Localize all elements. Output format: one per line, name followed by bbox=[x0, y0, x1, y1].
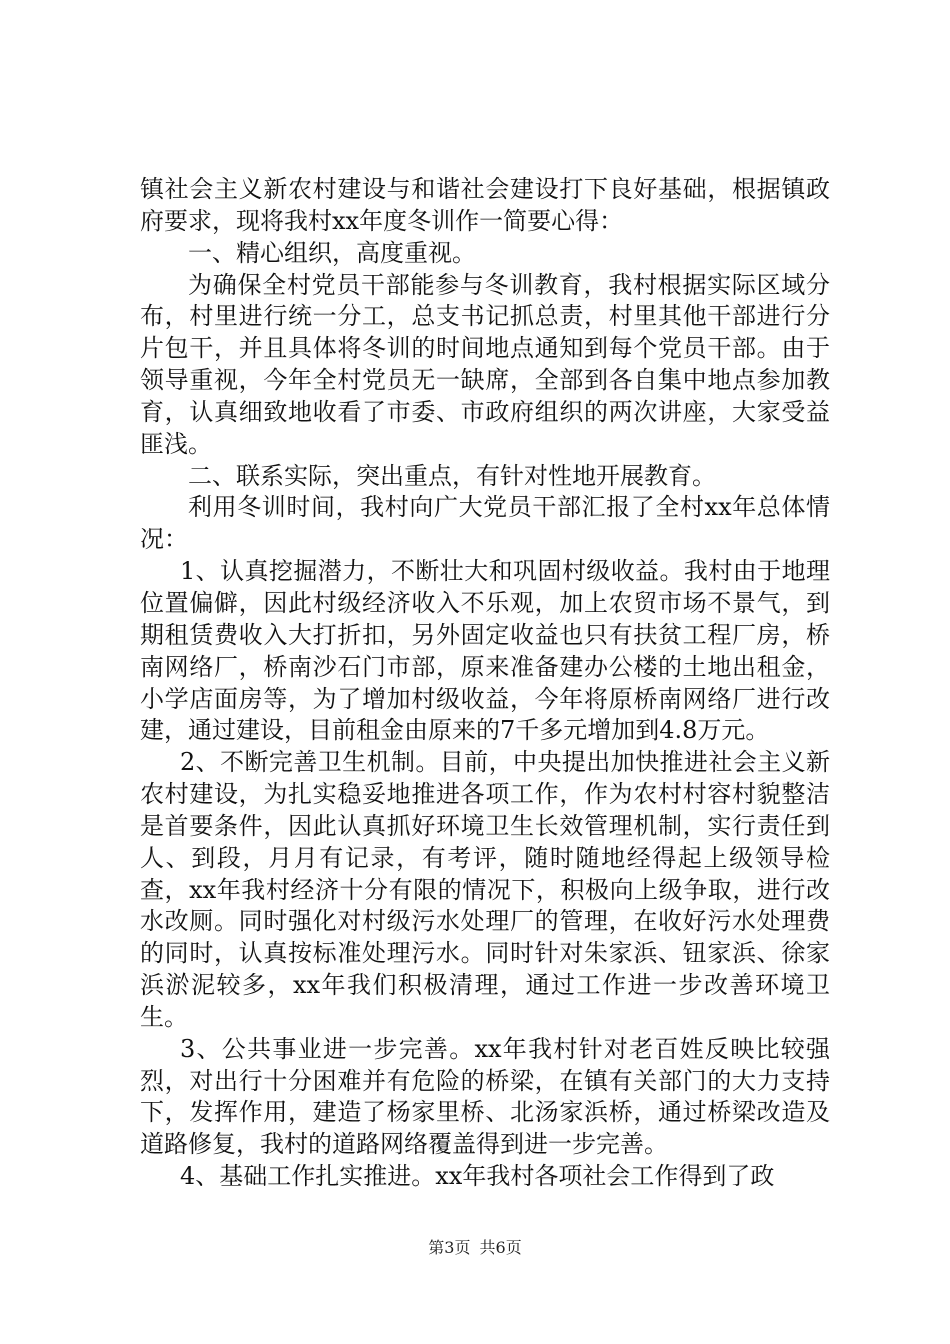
page-footer bbox=[0, 1238, 950, 1258]
list-item-2: 2、不断完善卫生机制。目前，中央提出加快推进社会主义新农村建设，为扎实稳妥地推进各项工作，作为农村村容村貌整洁是首要条件，因此认真抓好环境卫生长效管理机制，实行责任到人、到段，月月有记录，有考评，随时随地经得起上级领导检查，xx年我村经济十分有限的情况下，积极向上级争取，进行改水改厕。同时强化对村级污水处理厂的管理，在收好污水处理费的同时，认真按标准处理污水。同时针对朱家浜、钮家浜、徐家浜淤泥较多，xx年我们积极清理，通过工作进一步改善环境卫生。 bbox=[140, 748, 830, 1031]
list-item-3: 3、公共事业进一步完善。xx年我村针对老百姓反映比较强烈，对出行十分困难并有危险的桥梁，在镇有关部门的大力支持下，发挥作用，建造了杨家里桥、北汤家浜桥，通过桥梁改造及道路修复，我村的道路网络覆盖得到进一步完善。 bbox=[140, 1034, 830, 1159]
section-heading-1: 一、精心组织，高度重视。 bbox=[188, 238, 476, 267]
page-total: 共6页 bbox=[479, 1238, 522, 1257]
page-number: 第3页 bbox=[428, 1238, 471, 1257]
paragraph-section-2-intro: 利用冬训时间，我村向广大党员干部汇报了全村xx年总体情况： bbox=[140, 493, 830, 554]
paragraph-section-1: 为确保全村党员干部能参与冬训教育，我村根据实际区域分布，村里进行统一分工，总支书记抓总责，村里其他干部进行分片包干，并且具体将冬训的时间地点通知到每个党员干部。由于领导重视，今年全村党员无一缺席，全部到各自集中地点参加教育，认真细致地收看了市委、市政府组织的两次讲座，大家受益匪浅。 bbox=[140, 270, 830, 458]
list-item-4: 4、基础工作扎实推进。xx年我村各项社会工作得到了政 bbox=[180, 1162, 775, 1191]
list-item-1: 1、认真挖掘潜力，不断壮大和巩固村级收益。我村由于地理位置偏僻，因此村级经济收入不乐观，加上农贸市场不景气，到期租赁费收入大打折扣，另外固定收益也只有扶贫工程厂房，桥南网络厂，桥南沙石门市部，原来准备建办公楼的土地出租金，小学店面房等，为了增加村级收益，今年将原桥南网络厂进行改建，通过建设，目前租金由原来的7千多元增加到4.8万元。 bbox=[140, 557, 830, 745]
paragraph-intro: 镇社会主义新农村建设与和谐社会建设打下良好基础，根据镇政府要求，现将我村xx年度冬训作一简要心得： bbox=[140, 175, 830, 235]
section-heading-2: 二、联系实际，突出重点，有针对性地开展教育。 bbox=[188, 461, 716, 490]
document-body bbox=[140, 174, 830, 1193]
